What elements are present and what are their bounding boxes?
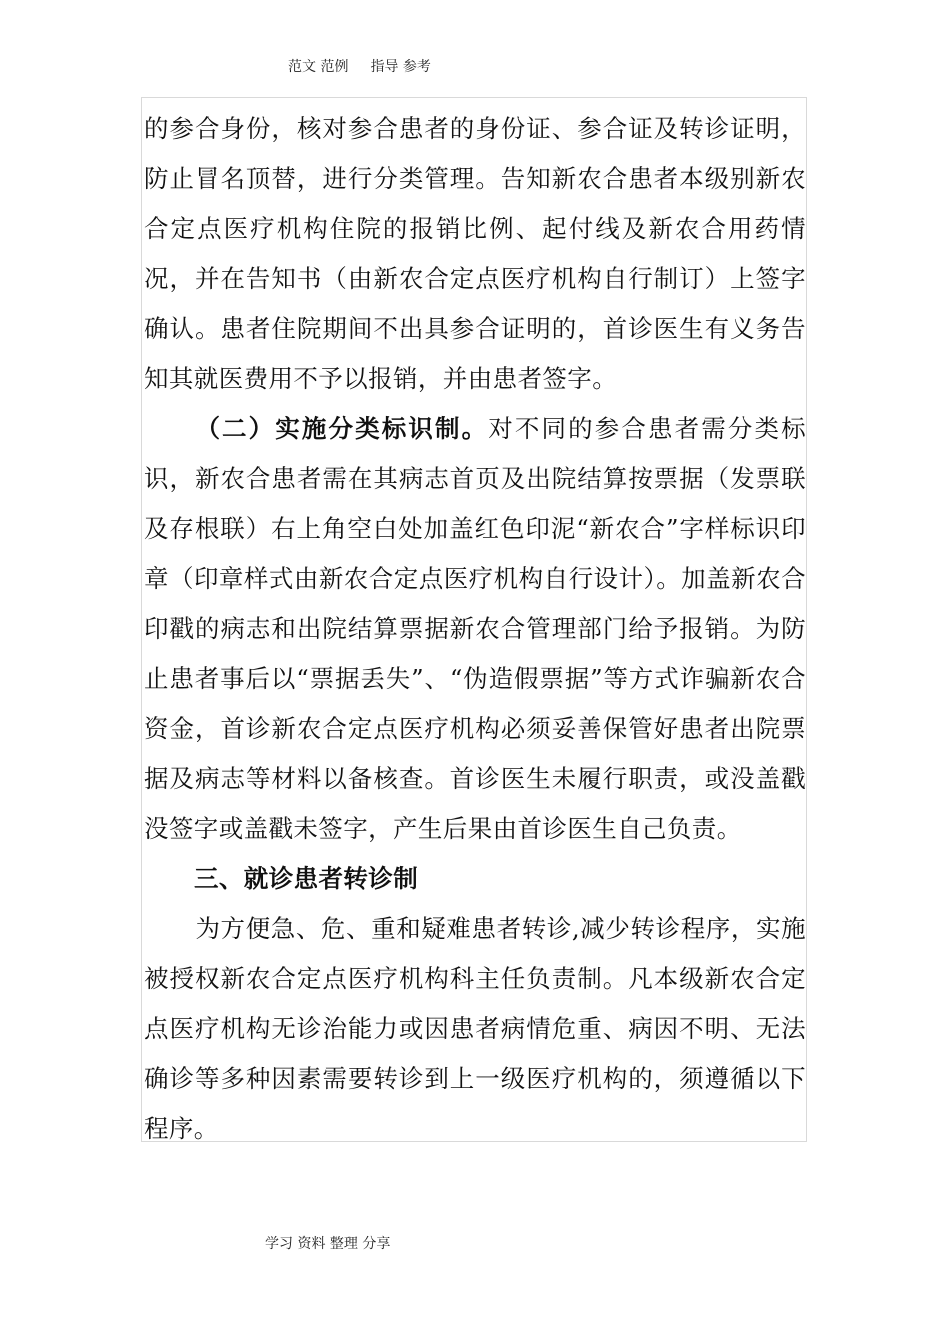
document-body [144, 104, 806, 1154]
page-footer: 学习 资料 整理 分享 [265, 1236, 391, 1252]
paragraph-2 [144, 404, 806, 854]
paragraph-2-heading: （二）实施分类标识制。 [195, 414, 489, 443]
header-left-text: 范文 范例 [288, 59, 349, 75]
page-header [288, 56, 431, 76]
section-3-heading: 三、就诊患者转诊制 [194, 864, 419, 893]
paragraph-3: 为方便急、危、重和疑难患者转诊,减少转诊程序，实施被授权新农合定点医疗机构科主任负责制。凡本级新农合定点医疗机构无诊治能力或因患者病情危重、病因不明、无法确诊等多种因素需要转诊到上一级医疗机构的，须遵循以下程序。 [144, 914, 806, 1143]
header-right-text: 指导 参考 [370, 59, 431, 75]
paragraph-2-text: 对不同的参合患者需分类标识，新农合患者需在其病志首页及出院结算按票据（发票联及存根联）右上角空白处加盖红色印泥“新农合”字样标识印章（印章样式由新农合定点医疗机构自行设计）。加盖新农合印戳的病志和出院结算票据新农合管理部门给予报销。为防止患者事后以“票据丢失”、“伪造假票据”等方式诈骗新农合资金，首诊新农合定点医疗机构必须妥善保管好患者出院票据及病志等材料以备核查。首诊医生未履行职责，或没盖戳没签字或盖戳未签字，产生后果由首诊医生自己负责。 [144, 414, 806, 843]
paragraph-1: 的参合身份，核对参合患者的身份证、参合证及转诊证明，防止冒名顶替，进行分类管理。告知新农合患者本级别新农合定点医疗机构住院的报销比例、起付线及新农合用药情况，并在告知书（由新农合定点医疗机构自行制订）上签字确认。患者住院期间不出具参合证明的，首诊医生有义务告知其就医费用不予以报销，并由患者签字。 [144, 114, 806, 393]
